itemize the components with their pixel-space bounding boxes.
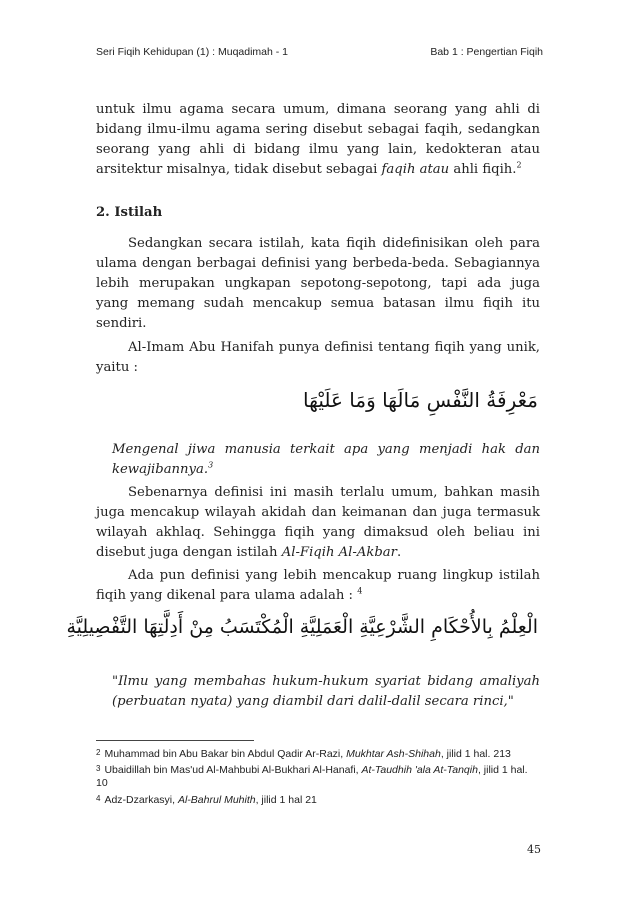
paragraph-2-block: [96, 234, 540, 334]
footnote-3-continued: 10: [96, 777, 108, 789]
arabic-definition-2: الْعِلْمُ بِالأُحْكَامِ الشَّرْعِيَّةِ الْعَمَلِيَّةِ الْمُكْتَسَبُ مِنْ أَدِلَّتِهَا التَّفْصِيلِيَّةِ: [66, 616, 538, 638]
paragraph-continuation: [96, 100, 540, 180]
arabic-definition-1: مَعْرِفَةُ النَّفْسِ مَالَهَا وَمَا عَلَيْهَا: [303, 388, 538, 412]
quote-2-block: [96, 672, 540, 712]
paragraph-5: Ada pun definisi yang lebih mencakup ruang lingkup istilah fiqih yang dikenal para ulama adalah : $^4$: [96, 568, 540, 603]
footnote-ref-4[interactable]: 4: [357, 586, 363, 596]
footnote-2: 2 Muhammad bin Abu Bakar bin Abdul Qadir Ar-Razi, Mukhtar Ash-Shihah, jilid 1 hal. 213: [96, 748, 511, 760]
paragraph-3: Al-Imam Abu Hanifah punya definisi tentang fiqih yang unik, yaitu :: [96, 340, 540, 375]
running-header-left: Seri Fiqih Kehidupan (1) : Muqadimah - 1: [96, 46, 289, 58]
paragraph-4: Sebenarnya definisi ini masih terlalu umum, bahkan masih juga mencakup wilayah akidah dan keimanan dan juga termasuk wilayah akhlaq. Sehingga fiqih yang dimaksud oleh beliau ini disebut juga dengan istilah Al-Fiqih Al-Akbar.: [96, 485, 540, 560]
translation-quote-2: "Ilmu yang membahas hukum-hukum syariat bidang amaliyah (perbuatan nyata) yang diambil dari dalil-dalil secara rinci,": [112, 674, 540, 709]
paragraph-3-block: [96, 338, 540, 378]
footnote-3: 3 Ubaidillah bin Mas'ud Al-Mahbubi Al-Bukhari Al-Hanafi, At-Taudhih 'ala At-Tanqih, jilid 1 hal.: [96, 764, 528, 776]
paragraph-5-block: [96, 566, 540, 606]
footnote-ref-3[interactable]: 3: [208, 460, 214, 470]
footnote-4: 4 Adz-Dzarkasyi, Al-Bahrul Muhith, jilid 1 hal 21: [96, 794, 317, 806]
footnote-divider: [96, 740, 254, 741]
paragraph-4-block: [96, 483, 540, 563]
section-heading-istilah: 2. Istilah: [96, 205, 163, 220]
footnote-ref-2[interactable]: 2: [516, 160, 522, 170]
paragraph-1: untuk ilmu agama secara umum, dimana seorang yang ahli di bidang ilmu-ilmu agama sering disebut sebagai faqih, sedangkan seorang yang ahli di bidang ilmu yang lain, kedokteran atau arsitektur misalnya, tidak disebut sebagai faqih atau ahli fiqih.$^2$: [96, 102, 540, 177]
italic-term: Al-Fiqih Al-Akbar: [281, 545, 397, 560]
page-number: 45: [527, 843, 541, 856]
running-header-right: Bab 1 : Pengertian Fiqih: [430, 46, 543, 58]
translation-quote-1: Mengenal jiwa manusia terkait apa yang menjadi hak dan kewajibannya.$^3$: [112, 442, 540, 477]
paragraph-2: Sedangkan secara istilah, kata fiqih didefinisikan oleh para ulama dengan berbagai definisi yang berbeda-beda. Sebagiannya lebih merupakan ungkapan sepotong-sepotong, tapi ada juga yang memang sudah mencakup semua batasan ilmu fiqih itu sendiri.: [96, 236, 540, 331]
italic-term: faqih atau: [381, 162, 450, 177]
quote-1-block: [96, 440, 540, 480]
